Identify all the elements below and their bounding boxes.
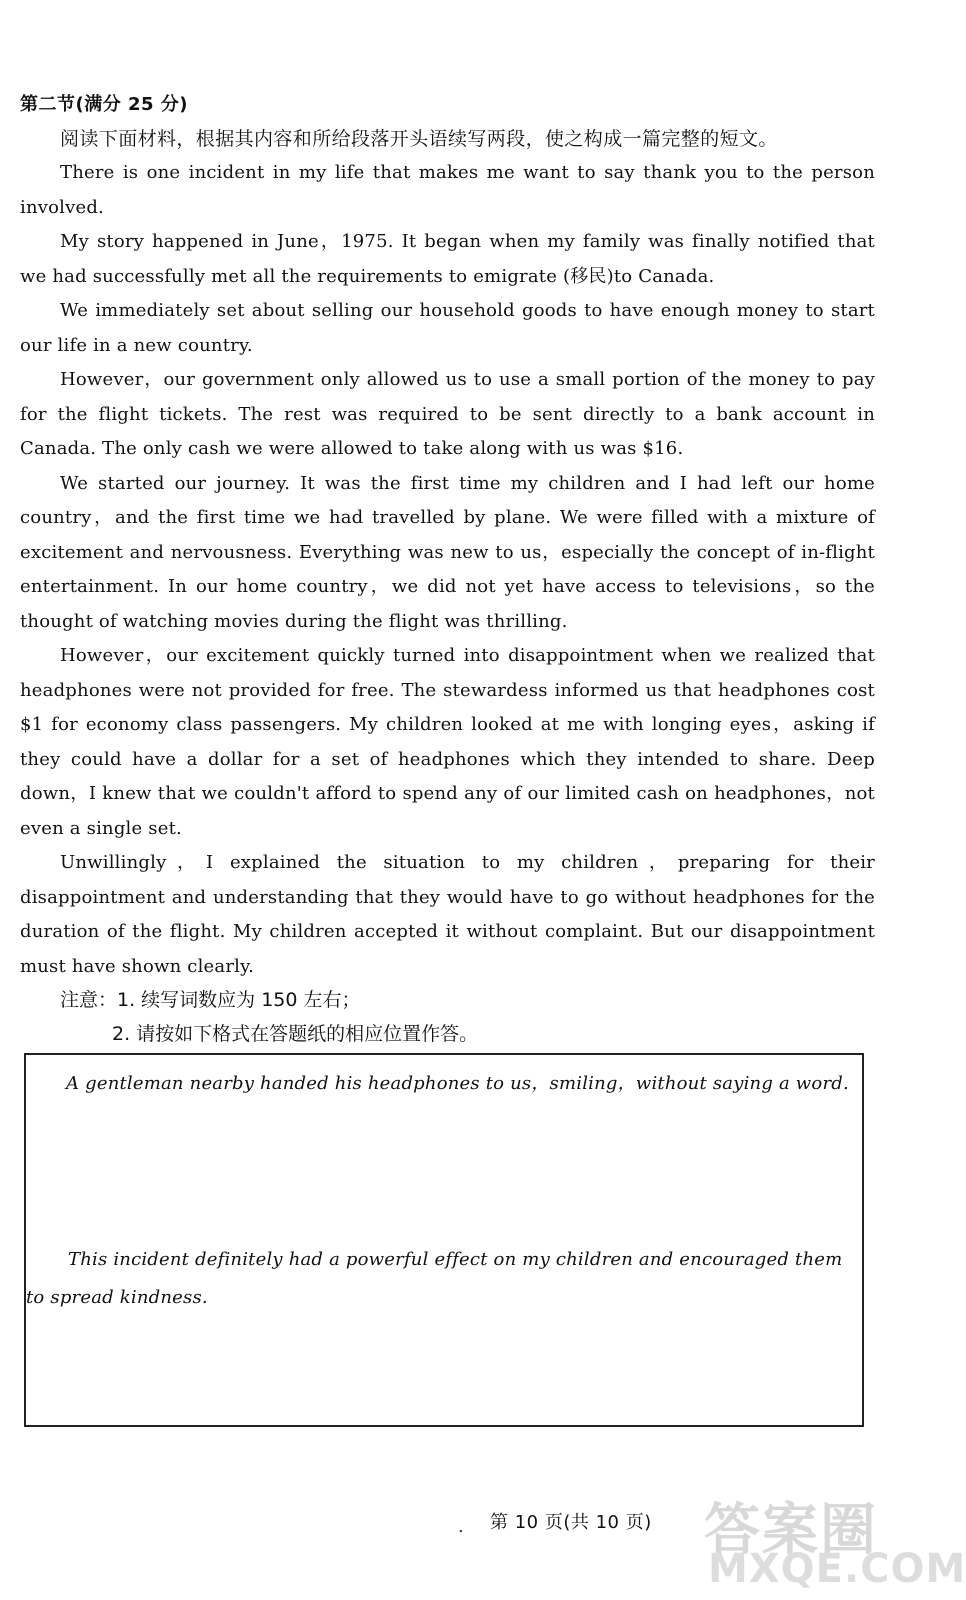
passage-paragraph: We started our journey. It was the first time my children and I had left our home country，and the first time we had travelled by plane. We were filled with a mixture of excitement and nervousness. Everything was new to us，especially the concept of in-flight entertainment. In our home country，we did not yet have access to televisions，so the thought of watching movies during the flight was thrilling. [20, 472, 875, 632]
note-answer-format: 2. 请按如下格式在答题纸的相应位置作答。 [112, 1023, 479, 1045]
notes [60, 983, 478, 1051]
watermark-url: MXQE.COM [708, 1546, 966, 1592]
footer-dot: . [458, 1516, 464, 1537]
note-word-count: 注意：1. 续写词数应为 150 左右； [60, 989, 361, 1011]
passage-paragraph: There is one incident in my life that makes me want to say thank you to the person involved. [20, 162, 875, 218]
reading-passage [20, 156, 875, 984]
page-number: 第 10 页(共 10 页) [490, 1512, 652, 1533]
section-instruction: 阅读下面材料，根据其内容和所给段落开头语续写两段，使之构成一篇完整的短文。 [60, 128, 778, 150]
passage-paragraph: We immediately set about selling our household goods to have enough money to start our life in a new country. [20, 300, 875, 356]
paragraph-opening-1: A gentleman nearby handed his headphones to us，smiling，without saying a word. [66, 1073, 849, 1094]
paragraph-opening-2: This incident definitely had a powerful effect on my children and encouraged them to spread kindness. [26, 1249, 843, 1308]
passage-paragraph: My story happened in June，1975. It began when my family was finally notified that we had successfully met all the requirements to emigrate (移民)to Canada. [20, 231, 875, 287]
section-title: 第二节(满分 25 分) [20, 94, 189, 115]
passage-paragraph: However，our excitement quickly turned into disappointment when we realized that headphones were not provided for free. The stewardess informed us that headphones cost $1 for economy class passengers. My children looked at me with longing eyes，asking if they could have a dollar for a set of headphones which they intended to share. Deep down，I knew that we couldn't afford to spend any of our limited cash on headphones，not even a single set. [20, 645, 875, 839]
watermark-logo [704, 1486, 966, 1596]
watermark-text: 答案圈 [704, 1498, 878, 1563]
passage-paragraph: However，our government only allowed us to use a small portion of the money to pay for the flight tickets. The rest was required to be sent directly to a bank account in Canada. The only cash we were allowed to take along with us was $16. [20, 369, 875, 459]
answer-box [24, 1053, 864, 1427]
passage-paragraph: Unwillingly，I explained the situation to my children，preparing for their disappointment and understanding that they would have to go without headphones for the duration of the flight. My children accepted it without complaint. But our disappointment must have shown clearly. [20, 852, 875, 977]
